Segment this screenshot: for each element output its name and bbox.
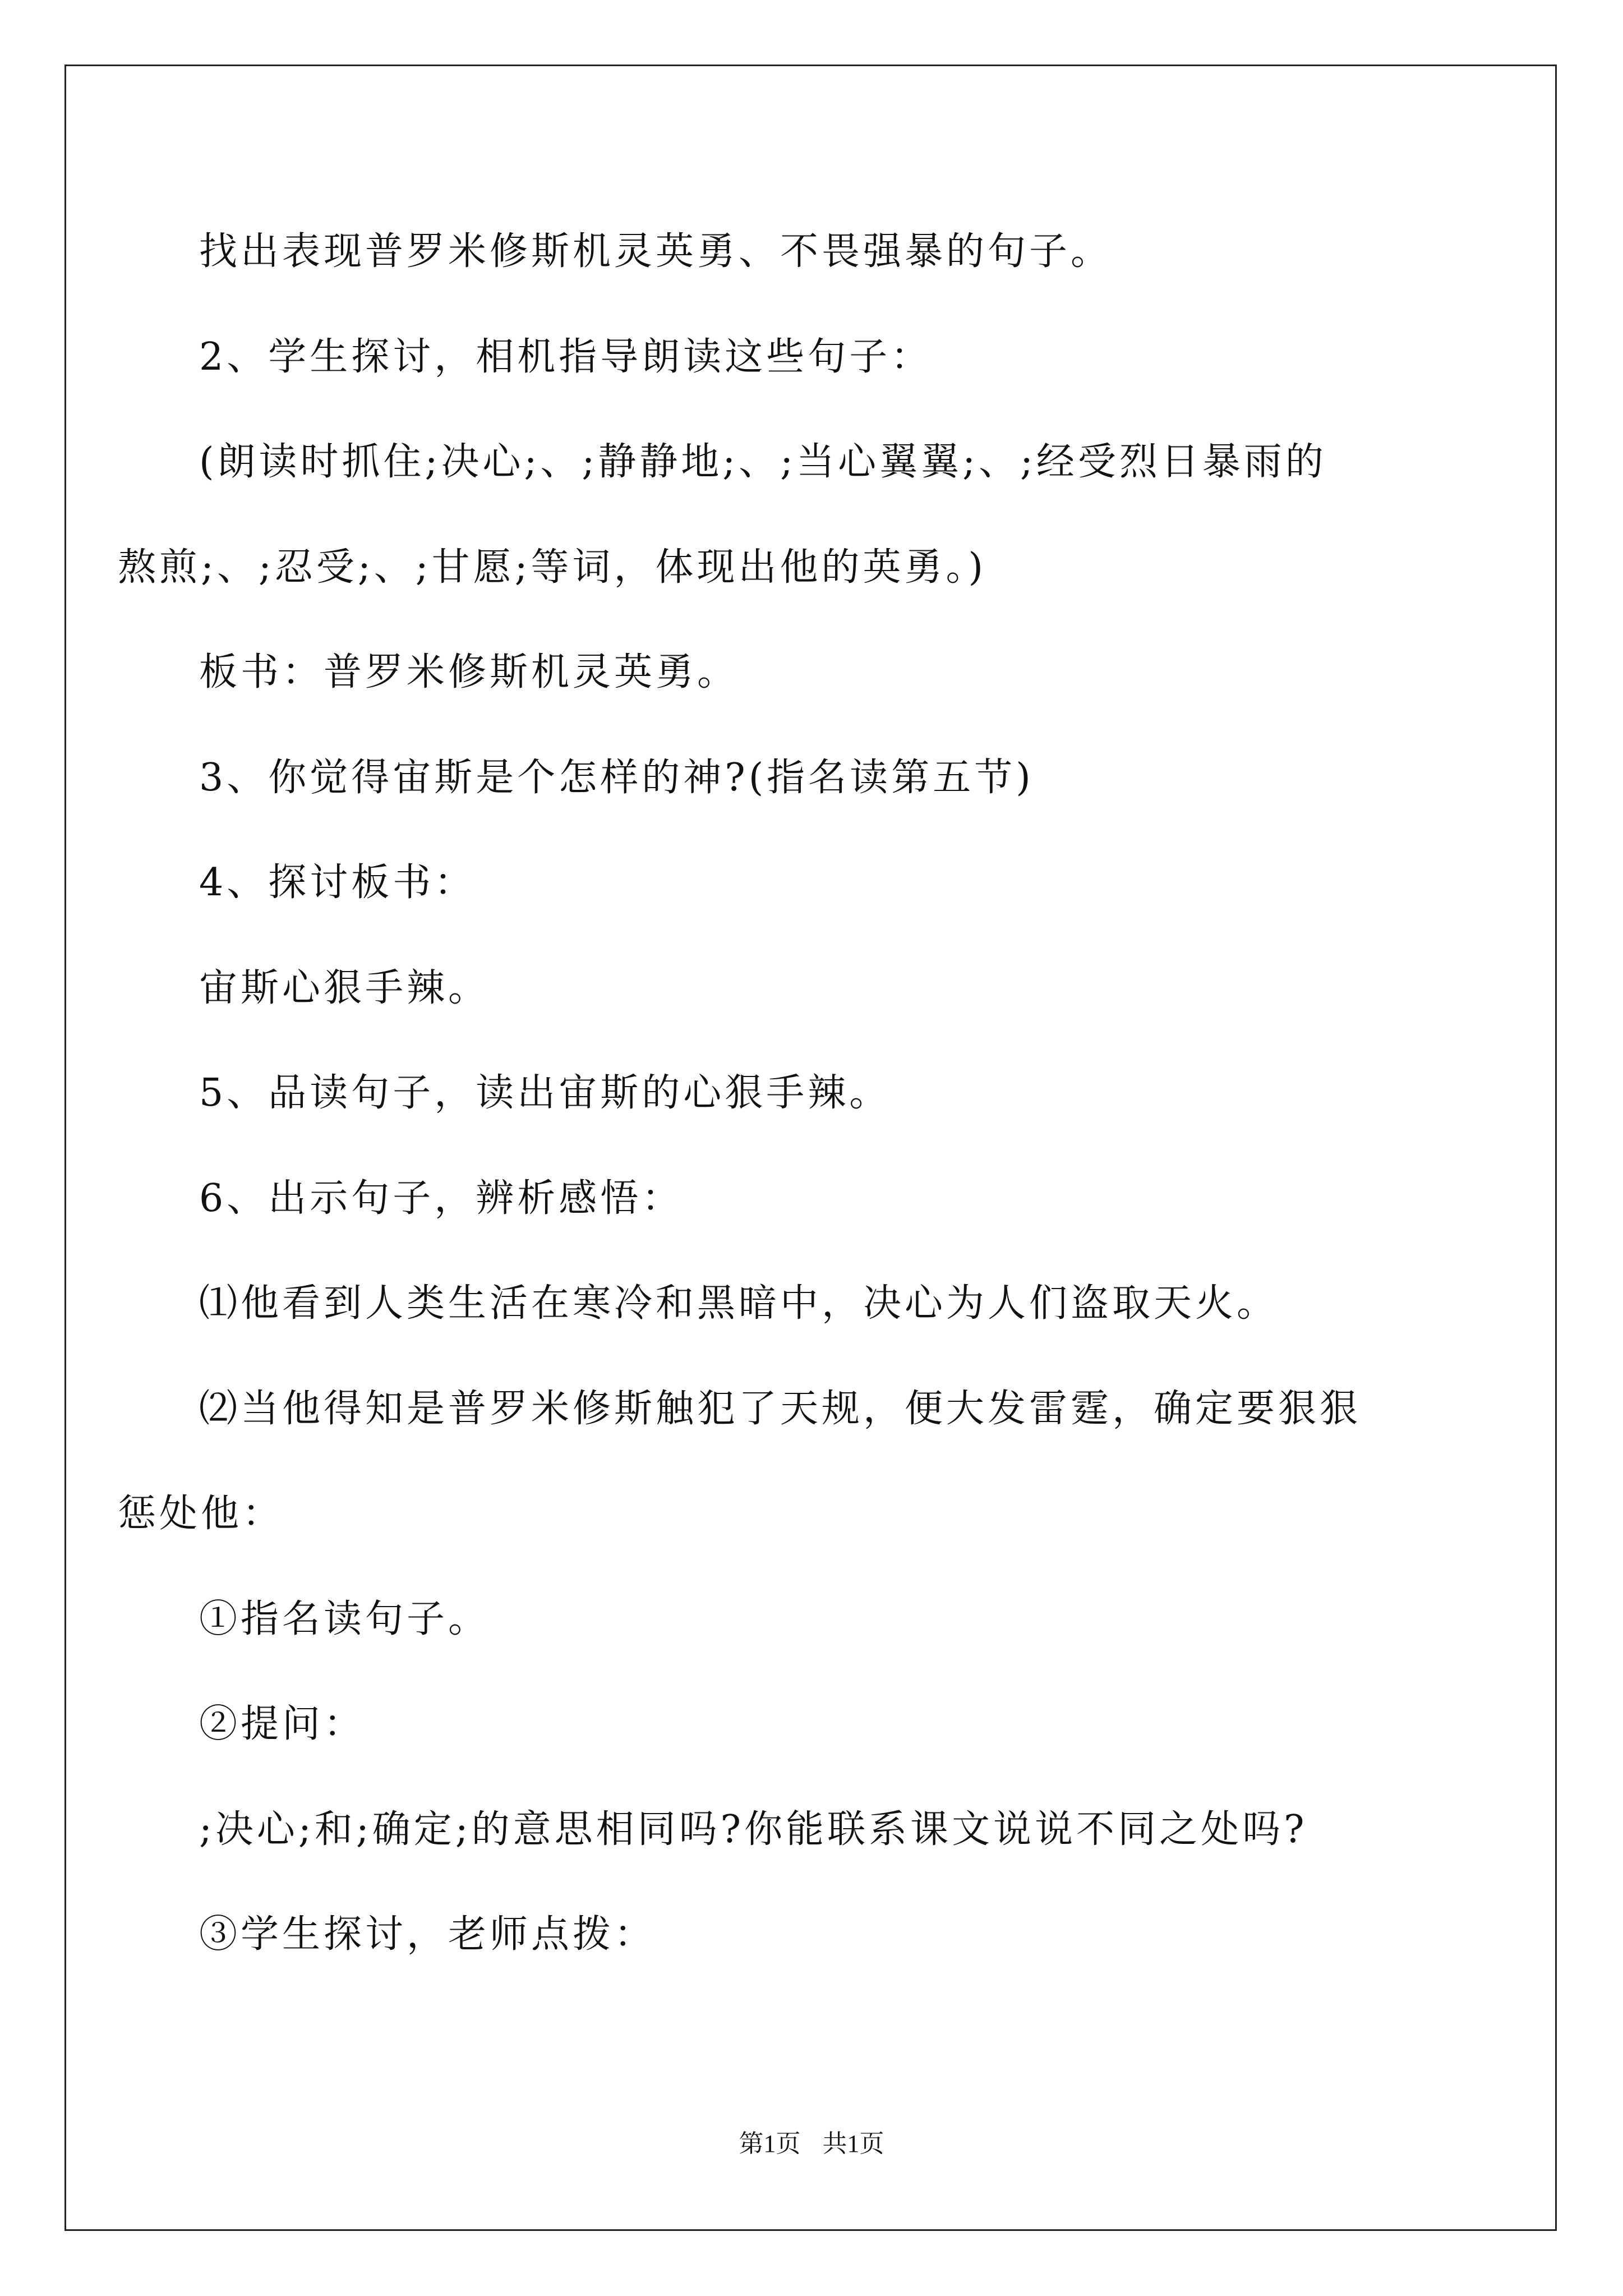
text-line: ②提问：	[199, 1702, 366, 1746]
page-border	[64, 65, 1557, 2231]
text-line: 板书：普罗米修斯机灵英勇。	[199, 650, 739, 694]
text-line: ⑴他看到人类生活在寒冷和黑暗中，决心为人们盗取天火。	[199, 1281, 1279, 1326]
text-line: 6、出示句子，辨析感悟：	[199, 1176, 684, 1221]
text-line: 3、你觉得宙斯是个怎样的神?(指名读第五节)	[199, 756, 1034, 800]
text-line: ⑵当他得知是普罗米修斯触犯了天规，便大发雷霆，确定要狠狠	[199, 1387, 1362, 1431]
text-line: 找出表现普罗米修斯机灵英勇、不畏强暴的句子。	[199, 229, 1113, 274]
text-line: 5、品读句子，读出宙斯的心狠手辣。	[199, 1071, 891, 1115]
text-line: 4、探讨板书：	[199, 861, 476, 905]
page-footer	[0, 2132, 1623, 2156]
text-line: ③学生探讨，老师点拨：	[199, 1912, 656, 1957]
text-line: 惩处他：	[118, 1492, 284, 1536]
page-number-current: 第1页	[739, 2130, 801, 2157]
text-line: ;决心;和;确定;的意思相同吗?你能联系课文说说不同之处吗?	[199, 1807, 1308, 1852]
page-number-total: 共1页	[822, 2130, 884, 2157]
text-line: 2、学生探讨，相机指导朗读这些句子：	[199, 335, 933, 379]
text-line: 宙斯心狠手辣。	[199, 966, 490, 1010]
text-line: ①指名读句子。	[199, 1597, 490, 1641]
text-line: (朗读时抓住;决心;、;静静地;、;当心翼翼;、;经受烈日暴雨的	[199, 440, 1327, 484]
text-line: 熬煎;、;忍受;、;甘愿;等词，体现出他的英勇。)	[118, 545, 987, 590]
